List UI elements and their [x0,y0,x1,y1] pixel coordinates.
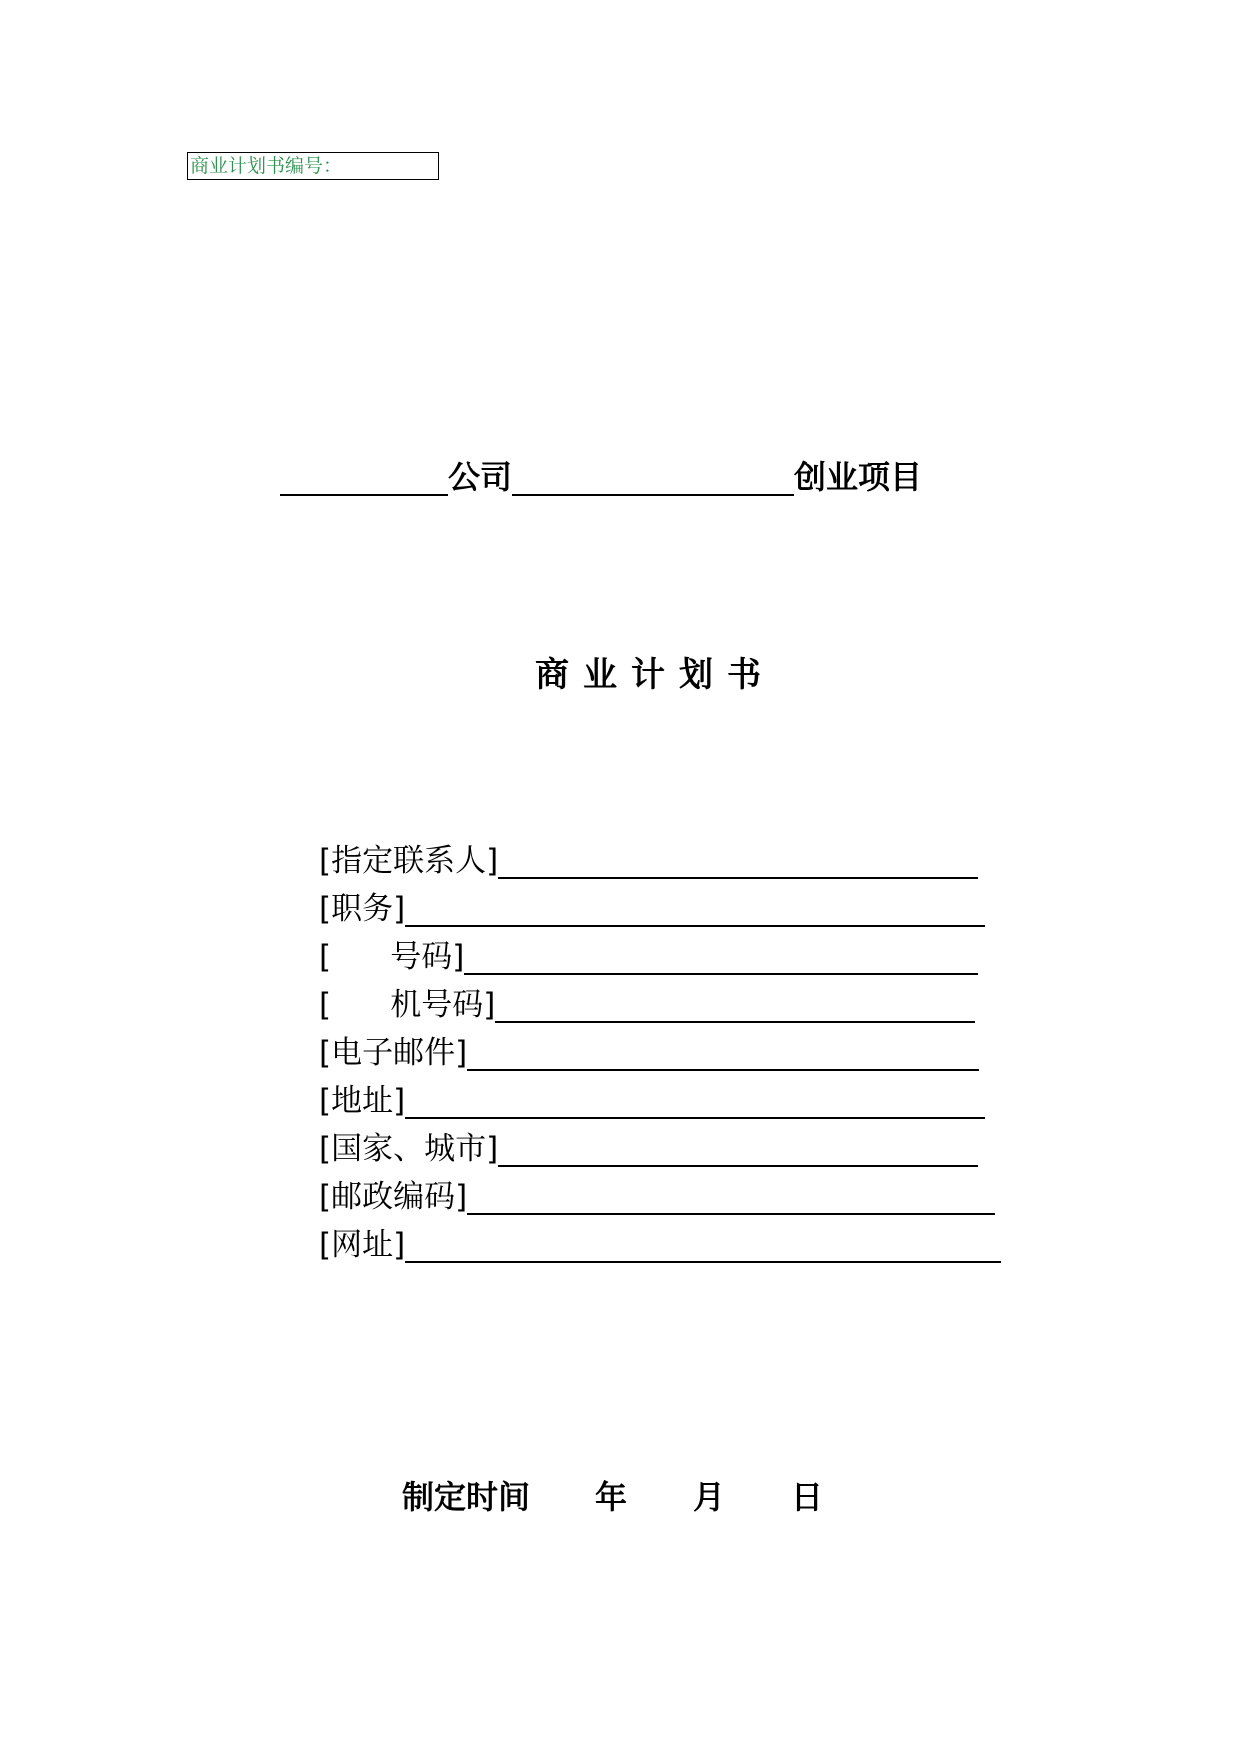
contact-label: [电子邮件] [319,1035,468,1071]
position-blank[interactable] [405,885,985,927]
contact-row-phone [319,931,1019,979]
country-city-blank[interactable] [498,1125,978,1167]
contact-row-email [319,1027,1019,1075]
website-blank[interactable] [405,1221,1001,1263]
contact-row-mobile [319,979,1019,1027]
contact-label: [职务] [319,891,406,927]
email-blank[interactable] [467,1029,979,1071]
contact-row-address [319,1075,1019,1123]
contact-row-postal-code [319,1171,1019,1219]
contact-info-list [319,835,1019,1267]
address-blank[interactable] [405,1077,985,1119]
contact-person-blank[interactable] [498,837,978,879]
contact-row-website [319,1219,1019,1267]
contact-row-contact-person [319,835,1019,883]
contact-row-country-city [319,1123,1019,1171]
contact-label: [指定联系人] [319,843,499,879]
company-suffix: 公司 [448,458,513,496]
contact-label: [邮政编码] [319,1179,468,1215]
plan-number-field[interactable] [187,152,439,180]
document-title: 商业计划书 [535,655,775,695]
day-label: 日 [791,1478,824,1516]
postal-code-blank[interactable] [467,1173,995,1215]
contact-label: [网址] [319,1227,406,1263]
contact-label: [国家、城市] [319,1131,499,1167]
date-label: 制定时间 [402,1478,531,1516]
contact-row-position [319,883,1019,931]
contact-label: [ 号码] [319,939,465,975]
phone-blank[interactable] [464,933,978,975]
cover-title-line [280,452,922,502]
contact-label: [地址] [319,1083,406,1119]
contact-label: [ 机号码] [319,987,496,1023]
plan-number-label: 商业计划书编号： [190,155,343,177]
project-name-blank[interactable] [512,452,794,496]
company-name-blank[interactable] [280,452,448,496]
mobile-blank[interactable] [495,981,975,1023]
year-label: 年 [595,1478,628,1516]
creation-date-line [402,1472,823,1522]
project-suffix: 创业项目 [794,458,923,496]
month-label: 月 [693,1478,726,1516]
